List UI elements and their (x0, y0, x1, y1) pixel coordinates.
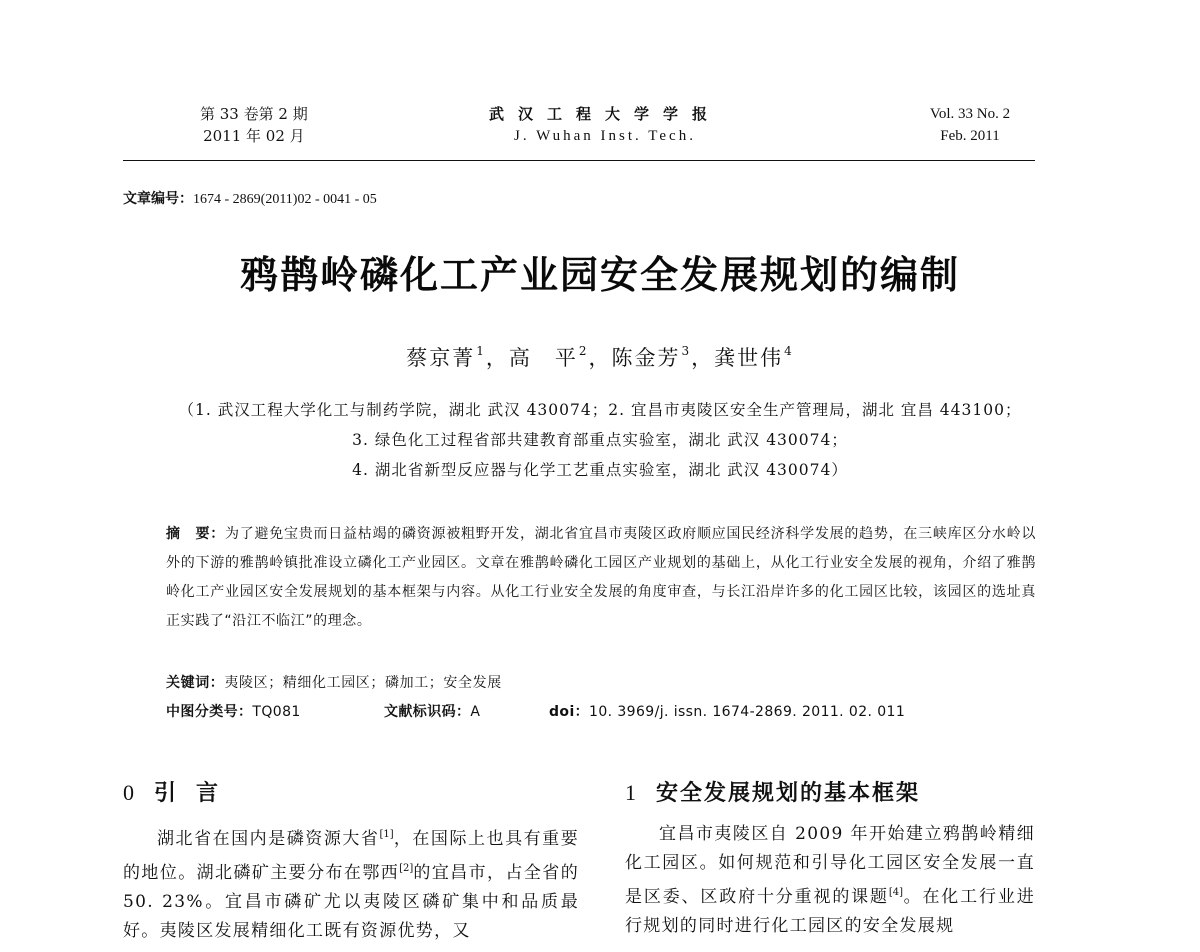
author-affiliation-mark: 1 (476, 344, 486, 358)
volume-issue-en: Vol. 33 No. 2 (929, 106, 1011, 122)
citation-ref: [1] (379, 829, 394, 840)
author-4 (691, 346, 794, 370)
journal-name (455, 103, 755, 147)
issue-date: 2011 年 02 月 (203, 127, 305, 145)
section-heading-introduction (123, 776, 238, 807)
paper-title: 鸦鹊岭磷化工产业园安全发展规划的编制 (239, 252, 960, 297)
article-number-value: 1674 - 2869(2011)02 - 0041 - 05 (193, 192, 377, 207)
article-number-label: 文章编号： (123, 191, 193, 207)
section-heading-framework (625, 776, 920, 807)
doc-code-label: 文献标识码： (384, 704, 471, 720)
abstract-label: 摘 要： (166, 526, 225, 542)
author-2 (486, 346, 589, 370)
volume-issue: 第 33 卷第 2 期 (200, 105, 308, 123)
body-column-right (625, 820, 1035, 941)
author-name: ，龚世伟 (691, 346, 784, 370)
body-text: 。在化工行业进行规划的同时进行化工园区的安全发展规 (625, 887, 1036, 936)
affiliation-line-2: 3. 绿色化工过程省部共建教育部重点实验室，湖北 武汉 430074； (352, 431, 848, 449)
abstract (166, 520, 1036, 636)
issue-date-en: Feb. 2011 (940, 128, 1000, 144)
doi-value: 10. 3969/j. issn. 1674-2869. 2011. 02. 011 (589, 704, 906, 720)
keywords (166, 672, 502, 692)
citation-ref: [2] (399, 863, 414, 874)
abstract-text: 为了避免宝贵而日益枯竭的磷资源被粗野开发，湖北省宜昌市夷陵区政府顺应国民经济科学发展的趋势，在三峡库区分水岭以外的下游的雅鹊岭镇批准设立磷化工产业园区。文章在雅鹊岭磷化工园区产业规划的基础上，从化工行业安全发展的视角，介绍了雅鹊岭化工产业园区安全发展规划的基本框架与内容。从化工行业安全发展的角度审查，与长江沿岸许多的化工园区比较，该园区的选址真正实践了“沿江不临江”的理念。 (166, 526, 1036, 629)
author-3 (589, 346, 692, 370)
doi-field (549, 701, 905, 721)
author-name: ，陈金芳 (588, 346, 681, 370)
body-text: ，在国际上也具有重要的地位。湖北磷矿主要分布在鄂西 (123, 829, 579, 883)
section-number: 0 (123, 780, 136, 805)
body-text: 宜昌市夷陵区自 2009 年开始建立鸦鹊岭精细化工园区。如何规范和引导化工园区安全发展一直是区委、区政府十分重视的课题 (625, 824, 1035, 907)
journal-name-en: J. Wuhan Inst. Tech. (514, 128, 696, 144)
journal-name-cn: 武汉工程大学学报 (488, 105, 721, 123)
author-1 (406, 346, 486, 370)
keywords-text: 夷陵区；精细化工园区；磷加工；安全发展 (224, 675, 502, 691)
author-affiliation-mark: 2 (578, 344, 589, 358)
clc-field (166, 701, 301, 721)
section-title: 安全发展规划的基本框架 (656, 781, 921, 806)
body-column-left (123, 820, 579, 946)
body-text: 湖北省在国内是磷资源大省 (157, 829, 380, 849)
author-name: 蔡京菁 (406, 346, 476, 370)
section-title: 引言 (154, 781, 239, 806)
header-rule (123, 160, 1035, 161)
citation-ref: [4] (888, 887, 904, 898)
keywords-label: 关键词： (166, 675, 225, 691)
clc-label: 中图分类号： (166, 704, 253, 720)
clc-value: TQ081 (252, 704, 301, 720)
doi-label: doi： (549, 704, 590, 720)
body-paragraph (123, 820, 579, 946)
author-affiliation-mark: 4 (784, 344, 794, 358)
affiliation-line-3: 4. 湖北省新型反应器与化学工艺重点实验室，湖北 武汉 430074） (352, 461, 848, 479)
section-number: 1 (625, 780, 638, 805)
body-text: 的宜昌市，占全省的 50. 23%。宜昌市磷矿尤以夷陵区磷矿集中和品质最好。夷陵区发展精细化工既有资源优势，又 (123, 863, 579, 941)
body-paragraph (625, 820, 1035, 941)
doc-code-value: A (470, 704, 481, 720)
article-number (123, 188, 377, 208)
journal-volume-en (905, 103, 1035, 147)
author-affiliation-mark: 3 (681, 344, 692, 358)
author-name: ，高 平 (485, 346, 578, 370)
doc-code-field (384, 701, 480, 721)
journal-volume-info (200, 103, 308, 147)
affiliation-line-1: （1. 武汉工程大学化工与制药学院，湖北 武汉 430074；2. 宜昌市夷陵区安全生产管理局，湖北 宜昌 443100； (178, 401, 1022, 419)
author-list (0, 342, 1200, 372)
